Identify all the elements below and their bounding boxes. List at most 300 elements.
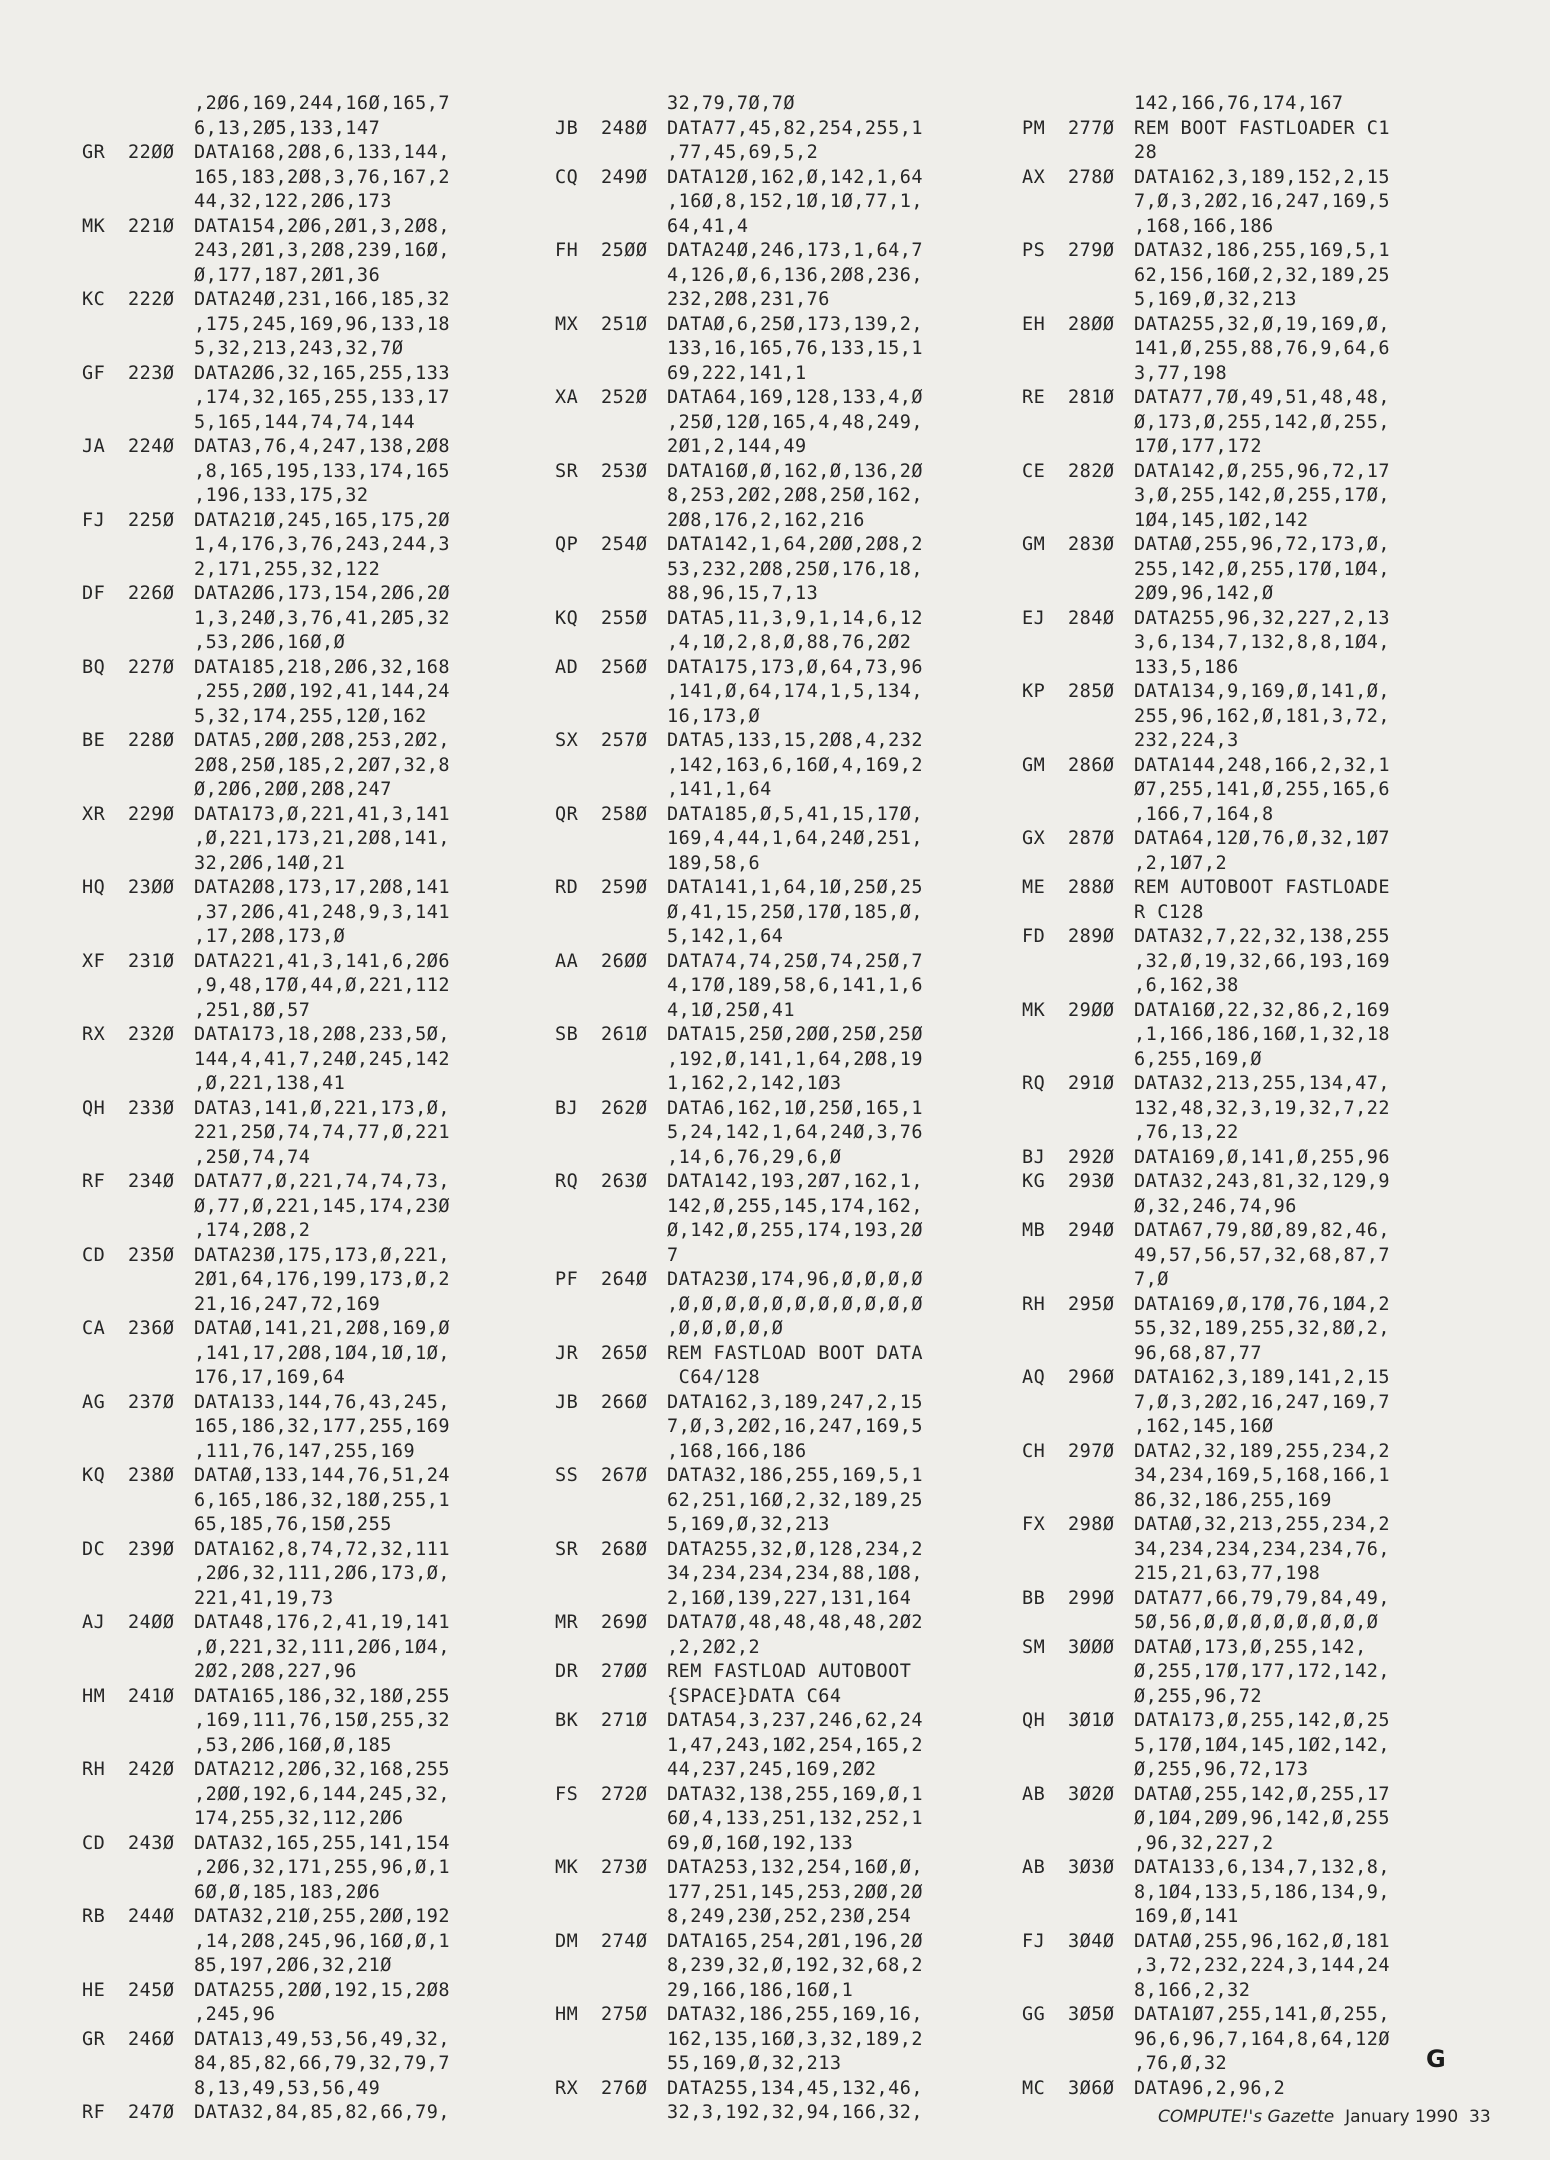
code-line: DATA212,2Ø6,32,168,255 (194, 1759, 451, 1780)
code-line: 4,17Ø,189,58,6,141,1,6 (667, 975, 924, 996)
line-number: 241Ø (128, 1685, 175, 1707)
checksum-code: PS (1022, 240, 1046, 261)
line-number: 3Ø5Ø (1068, 2004, 1115, 2025)
checksum-code: SR (555, 460, 579, 482)
code-line: 142,166,76,174,167 (1134, 93, 1344, 114)
line-number: 278Ø (1068, 166, 1115, 188)
checksum-code: GR (82, 2028, 106, 2050)
code-text (1134, 166, 1502, 240)
code-line: 133,5,186 (1134, 656, 1239, 678)
line-number: 255Ø (601, 607, 648, 629)
listing-entry (555, 533, 1035, 607)
line-number: 283Ø (1068, 534, 1115, 555)
code-line: DATA23Ø,175,173,Ø,221, (194, 1244, 451, 1266)
code-line: ,2ØØ,192,6,144,245,32, (194, 1783, 451, 1805)
code-line: ,174,32,165,255,133,17 (194, 387, 451, 408)
code-line: ,6,162,38 (1134, 975, 1239, 996)
code-line: 7,Ø,3,2Ø2,16,247,169,5 (1134, 191, 1391, 212)
listing-entry (82, 1979, 562, 2028)
checksum-code: JB (555, 1391, 579, 1413)
code-line: DATA185,Ø,5,41,15,17Ø, (667, 803, 924, 825)
code-text (1134, 1587, 1502, 1636)
checksum-code: CA (82, 1318, 106, 1339)
code-line: 215,21,63,77,198 (1134, 1563, 1321, 1584)
line-number: 298Ø (1068, 1514, 1115, 1535)
code-text (194, 509, 562, 583)
code-line: 221,25Ø,74,74,77,Ø,221 (194, 1122, 451, 1143)
checksum-code (82, 92, 128, 141)
code-text (667, 729, 1035, 803)
line-number: 275Ø (601, 2004, 648, 2025)
listing-entry (82, 1832, 562, 1906)
code-text (1134, 1513, 1502, 1587)
code-text (194, 1611, 562, 1685)
line-number (128, 92, 194, 141)
listing-entry (555, 1023, 1035, 1097)
checksum-code: DF (82, 583, 106, 604)
code-line: Ø,41,15,25Ø,17Ø,185,Ø, (667, 901, 924, 923)
code-line: DATA173,Ø,255,142,Ø,25 (1134, 1710, 1391, 1731)
code-line: 44,237,245,169,2Ø2 (667, 1759, 877, 1780)
code-text (194, 803, 562, 877)
checksum-code: JB (555, 117, 579, 139)
listing-entry (1022, 876, 1502, 925)
code-line: 5,17Ø,1Ø4,145,1Ø2,142, (1134, 1734, 1391, 1756)
listing-entry (1022, 1440, 1502, 1514)
code-line: 255,96,162,Ø,181,3,72, (1134, 705, 1391, 727)
code-line: ,4,1Ø,2,8,Ø,88,76,2Ø2 (667, 632, 912, 653)
line-number: 245Ø (128, 1979, 175, 2001)
checksum-code: AB (1022, 1783, 1046, 1805)
code-text (1134, 1219, 1502, 1293)
code-text (1134, 2077, 1502, 2102)
code-line: DATA21Ø,245,165,175,2Ø (194, 509, 451, 531)
checksum-code: MK (555, 1857, 579, 1878)
code-line: 2Ø9,96,142,Ø (1134, 583, 1274, 604)
code-line: DATA32,186,255,169,5,1 (1134, 240, 1391, 261)
code-line: 132,48,32,3,19,32,7,22 (1134, 1097, 1391, 1119)
listing-entry (82, 215, 562, 289)
listing-entry (555, 803, 1035, 877)
code-text (194, 656, 562, 730)
code-line: ,166,7,164,8 (1134, 803, 1274, 825)
code-text (1134, 1072, 1502, 1146)
code-line: DATA141,1,64,1Ø,25Ø,25 (667, 877, 924, 898)
code-text (194, 1170, 562, 1244)
code-text (194, 1097, 562, 1171)
code-line: DATA221,41,3,141,6,2Ø6 (194, 950, 451, 972)
code-line: ,141,17,2Ø8,1Ø4,1Ø,1Ø, (194, 1342, 451, 1364)
code-line: DATA169,Ø,141,Ø,255,96 (1134, 1146, 1391, 1168)
checksum-code: EJ (1022, 607, 1046, 629)
checksum-code: SM (1022, 1636, 1046, 1658)
code-line: 133,16,165,76,133,15,1 (667, 338, 924, 359)
line-number: 261Ø (601, 1024, 648, 1045)
code-line: DATA32,243,81,32,129,9 (1134, 1171, 1391, 1192)
page-footer (1158, 2107, 1491, 2127)
code-line: DATA2Ø6,32,165,255,133 (194, 362, 451, 384)
listing-column-2 (555, 92, 1035, 2126)
listing-entry (1022, 827, 1502, 876)
code-line: DATA162,3,189,141,2,15 (1134, 1367, 1391, 1388)
listing-entry (82, 2101, 562, 2126)
line-number: 293Ø (1068, 1171, 1115, 1192)
listing-entry (1022, 1587, 1502, 1636)
code-text (194, 1905, 562, 1979)
code-line: DATA32,186,255,169,5,1 (667, 1465, 924, 1486)
code-text (667, 1342, 1035, 1391)
line-number: 271Ø (601, 1710, 648, 1731)
code-line: 6Ø,4,133,251,132,252,1 (667, 1808, 924, 1829)
code-line: 177,251,145,253,2ØØ,2Ø (667, 1881, 924, 1903)
line-number: 238Ø (128, 1465, 175, 1486)
code-line: Ø,255,96,72 (1134, 1685, 1263, 1707)
checksum-code: AQ (1022, 1367, 1046, 1388)
line-number: 239Ø (128, 1538, 175, 1560)
code-text (194, 729, 562, 803)
listing-entry (555, 876, 1035, 950)
code-line: DATA24Ø,231,166,185,32 (194, 289, 451, 310)
checksum-code: SX (555, 730, 579, 751)
code-text (194, 1317, 562, 1391)
code-text (1134, 2003, 1502, 2077)
code-line: 3,6,134,7,132,8,8,1Ø4, (1134, 632, 1391, 653)
listing-entry (555, 1660, 1035, 1709)
line-number: 299Ø (1068, 1587, 1115, 1609)
listing-entry (555, 1464, 1035, 1538)
code-line: 5,169,Ø,32,213 (667, 1514, 830, 1535)
code-line: DATA2Ø8,173,17,2Ø8,141 (194, 877, 451, 898)
line-number: 24ØØ (128, 1612, 175, 1633)
code-line: 8,253,2Ø2,2Ø8,25Ø,162, (667, 485, 924, 506)
line-number: 265Ø (601, 1342, 648, 1364)
checksum-code: RX (82, 1024, 106, 1045)
footer-publication: COMPUTE!'s Gazette (1158, 2107, 1335, 2127)
code-line: 16,173,Ø (667, 705, 761, 727)
code-line: ,2,1Ø7,2 (1134, 852, 1228, 874)
code-text (194, 1758, 562, 1832)
code-line: Ø,1Ø4,2Ø9,96,142,Ø,255 (1134, 1808, 1391, 1829)
listing-entry (82, 362, 562, 436)
code-line: REM FASTLOAD BOOT DATA (667, 1342, 924, 1364)
line-number: 3Ø3Ø (1068, 1857, 1115, 1878)
checksum-code (1022, 92, 1068, 117)
code-line: 8,13,49,53,56,49 (194, 2077, 381, 2099)
code-line: DATA54,3,237,246,62,24 (667, 1710, 924, 1731)
checksum-code: KC (82, 289, 106, 310)
line-number: 263Ø (601, 1171, 648, 1192)
code-line: DATA77,Ø,221,74,74,73, (194, 1171, 451, 1192)
checksum-code: MR (555, 1612, 579, 1633)
checksum-code (555, 92, 601, 117)
code-line: 3,77,198 (1134, 362, 1228, 384)
checksum-code: FH (555, 240, 579, 261)
code-line: DATA7Ø,48,48,48,48,2Ø2 (667, 1612, 924, 1633)
line-number (1068, 92, 1134, 117)
line-number: 291Ø (1068, 1073, 1115, 1094)
code-line: DATA144,248,166,2,32,1 (1134, 754, 1391, 776)
line-number: 248Ø (601, 117, 648, 139)
listing-entry (555, 2077, 1035, 2126)
code-line: 162,135,16Ø,3,32,189,2 (667, 2028, 924, 2050)
code-line: DATA255,96,32,227,2,13 (1134, 607, 1391, 629)
code-line: ,9,48,17Ø,44,Ø,221,112 (194, 975, 451, 996)
code-line: ,14,2Ø8,245,96,16Ø,Ø,1 (194, 1930, 451, 1952)
code-line: 32,79,7Ø,7Ø (667, 93, 796, 114)
code-line: 4,1Ø,25Ø,41 (667, 999, 796, 1021)
line-number: 258Ø (601, 803, 648, 825)
listing-entry (1022, 1293, 1502, 1367)
line-number: 3Ø2Ø (1068, 1783, 1115, 1805)
code-line: DATA74,74,25Ø,74,25Ø,7 (667, 950, 924, 972)
line-number: 29ØØ (1068, 999, 1115, 1021)
code-text (667, 1709, 1035, 1783)
listing-entry (555, 92, 1035, 117)
code-line: DATA169,Ø,17Ø,76,1Ø4,2 (1134, 1293, 1391, 1315)
code-line: 5,32,213,243,32,7Ø (194, 338, 404, 359)
code-text (1134, 1783, 1502, 1857)
code-text (194, 950, 562, 1024)
code-line: DATA133,6,134,7,132,8, (1134, 1857, 1391, 1878)
code-line: 96,6,96,7,164,8,64,12Ø (1134, 2028, 1391, 2050)
listing-entry (555, 1268, 1035, 1342)
code-text (1134, 1146, 1502, 1171)
checksum-code: RH (82, 1759, 106, 1780)
code-line: DATA3,141,Ø,221,173,Ø, (194, 1097, 451, 1119)
code-line: ,37,2Ø6,41,248,9,3,141 (194, 901, 451, 923)
checksum-code: RF (82, 2102, 106, 2123)
code-text (194, 2028, 562, 2102)
line-number: 23ØØ (128, 877, 175, 898)
line-number: 286Ø (1068, 754, 1115, 776)
code-line: 141,Ø,255,88,76,9,64,6 (1134, 338, 1391, 359)
code-line: ,255,2ØØ,192,41,144,24 (194, 681, 451, 702)
code-line: DATA48,176,2,41,19,141 (194, 1612, 451, 1633)
code-line: 17Ø,177,172 (1134, 436, 1263, 457)
code-line: 64,41,4 (667, 215, 749, 237)
line-number: 221Ø (128, 215, 175, 237)
end-of-article-mark: G (1426, 2045, 1446, 2073)
code-text (1134, 1856, 1502, 1930)
code-line: 7 (667, 1244, 679, 1266)
checksum-code: RE (1022, 387, 1046, 408)
code-line: DATA173,18,2Ø8,233,5Ø, (194, 1024, 451, 1045)
code-text (667, 386, 1035, 460)
code-line: DATA64,169,128,133,4,Ø (667, 387, 924, 408)
line-number (601, 92, 667, 117)
listing-entry (1022, 1709, 1502, 1783)
listing-entry (555, 117, 1035, 166)
code-line: DATA255,32,Ø,128,234,2 (667, 1538, 924, 1560)
checksum-code: RQ (555, 1171, 579, 1192)
checksum-code: KP (1022, 681, 1046, 702)
line-number: 22ØØ (128, 142, 175, 163)
checksum-code: CQ (555, 166, 579, 188)
code-line: ,1,166,186,16Ø,1,32,18 (1134, 1024, 1391, 1045)
line-number: 237Ø (128, 1391, 175, 1413)
code-line: DATA32,213,255,134,47, (1134, 1073, 1391, 1094)
code-line: 55,32,189,255,32,8Ø,2, (1134, 1318, 1391, 1339)
checksum-code: BE (82, 730, 106, 751)
line-number: 246Ø (128, 2028, 175, 2050)
code-line: DATA255,134,45,132,46, (667, 2077, 924, 2099)
code-line: ,25Ø,74,74 (194, 1146, 311, 1168)
listing-entry (1022, 2077, 1502, 2102)
code-line: 2,171,255,32,122 (194, 558, 381, 580)
code-line: ,196,133,175,32 (194, 485, 369, 506)
checksum-code: EH (1022, 313, 1046, 335)
code-line: 232,224,3 (1134, 730, 1239, 751)
line-number: 273Ø (601, 1857, 648, 1878)
line-number: 249Ø (601, 166, 648, 188)
checksum-code: XA (555, 387, 579, 408)
checksum-code: JA (82, 436, 106, 457)
listing-entry (1022, 1146, 1502, 1171)
code-text (1134, 827, 1502, 876)
code-text (194, 288, 562, 362)
checksum-code: GM (1022, 534, 1046, 555)
code-text (194, 582, 562, 656)
line-number: 279Ø (1068, 240, 1115, 261)
code-line: ,2Ø6,32,171,255,96,Ø,1 (194, 1857, 451, 1878)
checksum-code: DR (555, 1661, 579, 1682)
code-line: DATA255,2ØØ,192,15,2Ø8 (194, 1979, 451, 2001)
code-line: ,141,Ø,64,174,1,5,134, (667, 681, 924, 702)
code-line: 5,142,1,64 (667, 926, 784, 947)
code-line: 142,Ø,255,145,174,162, (667, 1195, 924, 1217)
line-number: 287Ø (1068, 828, 1115, 849)
checksum-code: KQ (82, 1465, 106, 1486)
code-line: 8,1Ø4,133,5,186,134,9, (1134, 1881, 1391, 1903)
code-line: 28 (1134, 142, 1158, 163)
code-text (1134, 92, 1502, 117)
checksum-code: MB (1022, 1220, 1046, 1241)
code-line: DATA142,193,2Ø7,162,1, (667, 1171, 924, 1192)
listing-entry (82, 1758, 562, 1832)
listing-entry (82, 1317, 562, 1391)
checksum-code: PF (555, 1269, 579, 1290)
code-line: 5,169,Ø,32,213 (1134, 289, 1297, 310)
code-line: 6,13,2Ø5,133,147 (194, 117, 381, 139)
code-line: 6Ø,Ø,185,183,2Ø6 (194, 1881, 381, 1903)
code-line: DATA185,218,2Ø6,32,168 (194, 656, 451, 678)
code-line: DATA1Ø7,255,141,Ø,255, (1134, 2004, 1391, 2025)
code-text (667, 876, 1035, 950)
code-text (1134, 1709, 1502, 1783)
code-line: ,16Ø,8,152,1Ø,1Ø,77,1, (667, 191, 924, 212)
line-number: 235Ø (128, 1244, 175, 1266)
line-number: 3Ø4Ø (1068, 1930, 1115, 1952)
listing-entry (82, 1464, 562, 1538)
code-line: DATA23Ø,174,96,Ø,Ø,Ø,Ø (667, 1269, 924, 1290)
line-number: 223Ø (128, 362, 175, 384)
code-line: ,53,2Ø6,16Ø,Ø (194, 632, 346, 653)
listing-entry (1022, 386, 1502, 460)
code-line: DATAØ,32,213,255,234,2 (1134, 1514, 1391, 1535)
code-text (1134, 680, 1502, 754)
code-line: DATAØ,6,25Ø,173,139,2, (667, 313, 924, 335)
listing-entry (555, 1170, 1035, 1268)
code-text (667, 1783, 1035, 1857)
code-line: 2Ø8,25Ø,185,2,2Ø7,32,8 (194, 754, 451, 776)
code-text (194, 1464, 562, 1538)
line-number: 269Ø (601, 1612, 648, 1633)
code-line: DATA32,7,22,32,138,255 (1134, 926, 1391, 947)
code-line: ,174,2Ø8,2 (194, 1220, 311, 1241)
line-number: 267Ø (601, 1465, 648, 1486)
line-number: 259Ø (601, 877, 648, 898)
checksum-code: FJ (82, 509, 106, 531)
code-line: 8,239,32,Ø,192,32,68,2 (667, 1955, 924, 1976)
code-line: Ø,142,Ø,255,174,193,2Ø (667, 1220, 924, 1241)
checksum-code: AX (1022, 166, 1046, 188)
listing-entry (555, 460, 1035, 534)
code-text (1134, 1170, 1502, 1219)
line-number: 282Ø (1068, 460, 1115, 482)
checksum-code: FD (1022, 926, 1046, 947)
code-text (667, 1097, 1035, 1171)
line-number: 236Ø (128, 1318, 175, 1339)
code-line: DATA16Ø,Ø,162,Ø,136,2Ø (667, 460, 924, 482)
listing-entry (82, 803, 562, 877)
code-line: 5,165,144,74,74,144 (194, 411, 416, 433)
code-text (667, 1023, 1035, 1097)
listing-entry (555, 1538, 1035, 1612)
listing-entry (82, 1905, 562, 1979)
line-number: 253Ø (601, 460, 648, 482)
code-line: 7,Ø,3,2Ø2,16,247,169,5 (667, 1416, 924, 1437)
listing-entry (555, 313, 1035, 387)
checksum-code: GF (82, 362, 106, 384)
code-line: ,8,165,195,133,174,165 (194, 460, 451, 482)
code-text (1134, 876, 1502, 925)
code-line: ,169,111,76,15Ø,255,32 (194, 1710, 451, 1731)
code-line: Ø,2Ø6,2ØØ,2Ø8,247 (194, 779, 392, 800)
line-number: 266Ø (601, 1391, 648, 1413)
code-text (194, 215, 562, 289)
listing-entry (82, 509, 562, 583)
code-line: DATA165,186,32,18Ø,255 (194, 1685, 451, 1707)
code-text (194, 1244, 562, 1318)
checksum-code: RQ (1022, 1073, 1046, 1094)
listing-entry (1022, 533, 1502, 607)
checksum-code: CH (1022, 1440, 1046, 1462)
code-line: DATA32,84,85,82,66,79, (194, 2102, 451, 2123)
code-line: 32,2Ø6,14Ø,21 (194, 852, 346, 874)
code-line: DATA142,Ø,255,96,72,17 (1134, 460, 1391, 482)
line-number: 3Ø1Ø (1068, 1710, 1115, 1731)
code-line: 174,255,32,112,2Ø6 (194, 1808, 404, 1829)
code-line: ,17,2Ø8,173,Ø (194, 926, 346, 947)
code-line: DATA32,165,255,141,154 (194, 1832, 451, 1854)
checksum-code: XF (82, 950, 106, 972)
code-line: DATA133,144,76,43,245, (194, 1391, 451, 1413)
listing-entry (82, 1244, 562, 1318)
code-line: 189,58,6 (667, 852, 761, 874)
listing-entry (555, 1342, 1035, 1391)
checksum-code: FS (555, 1783, 579, 1805)
code-line: R C128 (1134, 901, 1204, 923)
code-line: 165,186,32,177,255,169 (194, 1416, 451, 1437)
checksum-code: GM (1022, 754, 1046, 776)
listing-column-1 (82, 92, 562, 2126)
code-line: DATA162,3,189,152,2,15 (1134, 166, 1391, 188)
code-line: ,168,166,186 (667, 1440, 807, 1462)
checksum-code: HM (82, 1685, 106, 1707)
line-number: 276Ø (601, 2077, 648, 2099)
footer-page-number: 33 (1469, 2107, 1491, 2127)
code-text (667, 1464, 1035, 1538)
